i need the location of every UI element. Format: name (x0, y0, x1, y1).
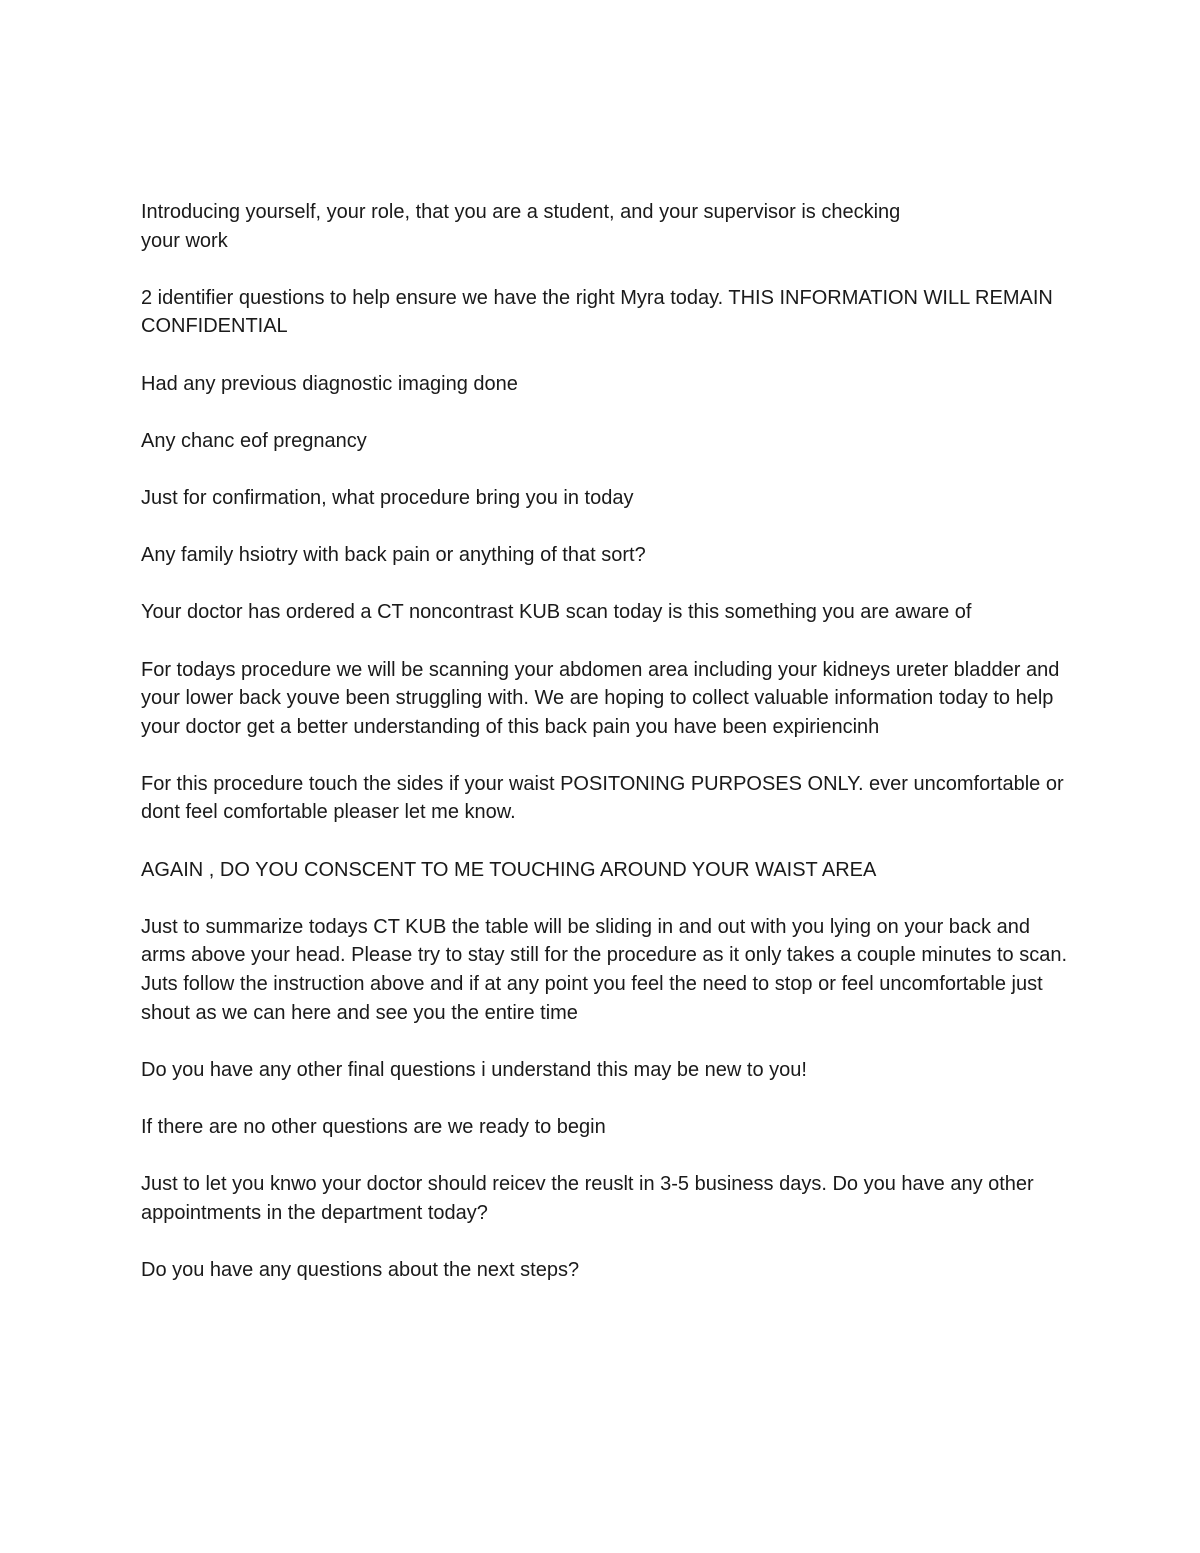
paragraph-positioning: For this procedure touch the sides if your waist POSITONING PURPOSES ONLY. ever uncomfortable or dont feel comfortable pleaser let me know. (141, 772, 1064, 824)
paragraph-introduction: Introducing yourself, your role, that you are a student, and your supervisor is checking your work (141, 201, 901, 252)
paragraph-results-timeline: Just to let you knwo your doctor should reicev the reuslt in 3-5 business days. Do you have any other appointments in the department today? (141, 1173, 1034, 1224)
document-body (141, 198, 1071, 1313)
paragraph-ready-to-begin: If there are no other questions are we ready to begin (141, 1116, 606, 1138)
paragraph-identifier-questions: 2 identifier questions to help ensure we have the right Myra today. THIS INFORMATION WILL REMAIN CONFIDENTIAL (141, 286, 1053, 338)
paragraph-ordered-scan: Your doctor has ordered a CT noncontrast KUB scan today is this something you are aware of (141, 601, 972, 624)
paragraph-family-history: Any family hsiotry with back pain or anything of that sort? (141, 544, 646, 567)
paragraph-next-steps: Do you have any questions about the next steps? (141, 1258, 580, 1281)
paragraph-consent: AGAIN , DO YOU CONSCENT TO ME TOUCHING AROUND YOUR WAIST AREA (141, 858, 877, 881)
paragraph-procedure-description: For todays procedure we will be scanning your abdomen area including your kidneys ureter bladder and your lower back youve been struggling with. We are hoping to collect valuable information today to help your doctor get a better understanding of this back pain you have been expiriencinh (141, 658, 1060, 738)
paragraph-summary: Just to summarize todays CT KUB the table will be sliding in and out with you lying on your back and arms above your head. Please try to stay still for the procedure as it only takes a couple minutes to scan. Juts follow the instruction above and if at any point you feel the need to stop or feel uncomfortable just shout as we can here and see you the entire time (141, 915, 1068, 1024)
paragraph-final-questions: Do you have any other final questions i understand this may be new to you! (141, 1058, 807, 1081)
paragraph-pregnancy: Any chanc eof pregnancy (141, 429, 367, 452)
paragraph-previous-imaging: Had any previous diagnostic imaging done (141, 372, 518, 395)
paragraph-procedure-confirmation: Just for confirmation, what procedure bring you in today (141, 486, 634, 509)
